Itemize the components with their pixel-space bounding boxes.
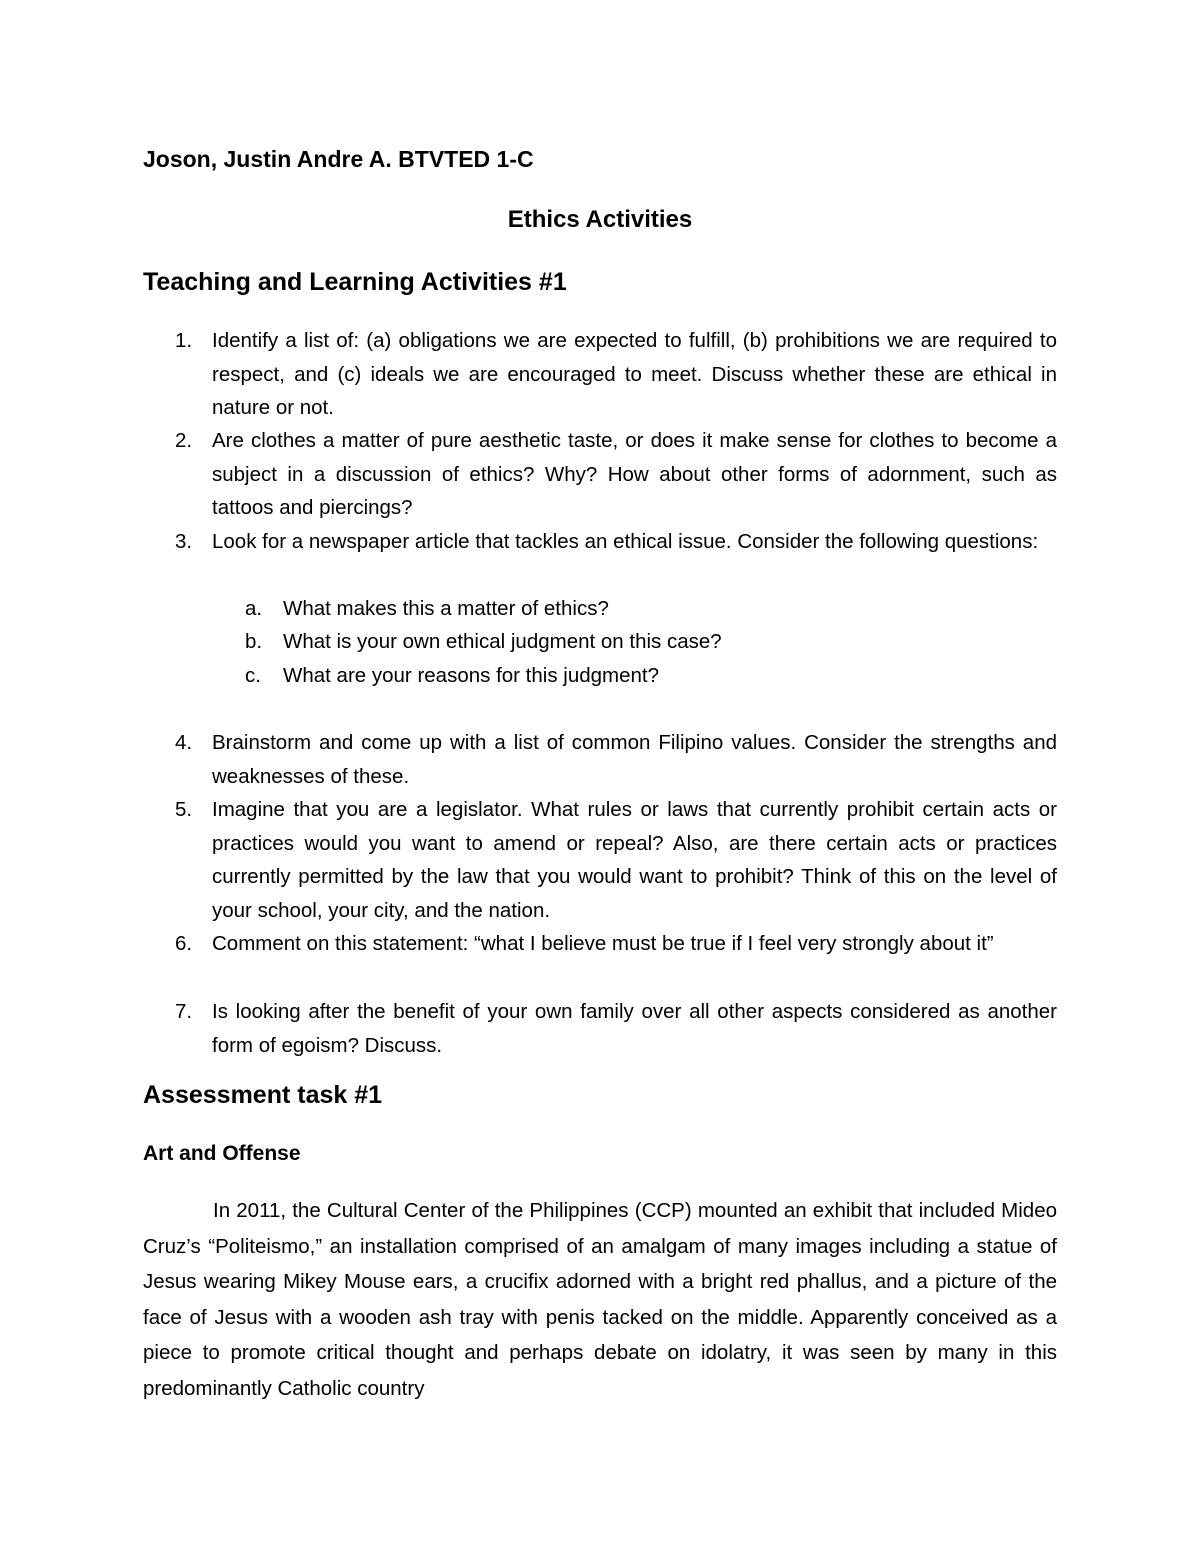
list-text: Comment on this statement: “what I believe must be true if I feel very strongly about it” <box>212 932 994 955</box>
list-text: Are clothes a matter of pure aesthetic taste, or does it make sense for clothes to become a subject in a discussion of ethics? Why? How about other forms of adornment, such as tattoos and piercings? <box>212 429 1057 520</box>
sub-list-item <box>245 592 1057 626</box>
list-item <box>175 927 1057 961</box>
list-number: 3. <box>175 530 193 553</box>
sub-list-text: What are your reasons for this judgment? <box>283 664 660 687</box>
list-text: Imagine that you are a legislator. What rules or laws that currently prohibit certain acts or practices would you want to amend or repeal? Also, are there certain acts or practices currently permitted by the law that you would want to prohibit? Think of this on the level of your school, your city, and the nation. <box>212 798 1057 922</box>
body-paragraph: In 2011, the Cultural Center of the Philippines (CCP) mounted an exhibit that included Mideo Cruz’s “Politeismo,” an installation comprised of an amalgam of many images including a statue of Jesus wearing Mikey Mouse ears, a crucifix adorned with a bright red phallus, and a picture of the face of Jesus with a wooden ash tray with penis tacked on the middle. Apparently conceived as a piece to promote critical thought and perhaps debate on idolatry, it was seen by many in this predominantly Catholic country <box>143 1199 1057 1400</box>
list-text: Brainstorm and come up with a list of common Filipino values. Consider the strengths and weaknesses of these. <box>212 731 1057 788</box>
sub-list-item <box>245 659 1057 693</box>
list-number: 1. <box>175 329 193 352</box>
list-item <box>175 525 1057 559</box>
list-item <box>175 726 1057 793</box>
list-number: 6. <box>175 932 193 955</box>
list-number: 4. <box>175 731 193 754</box>
list-text: Identify a list of: (a) obligations we are expected to fulfill, (b) prohibitions we are required to respect, and (c) ideals we are encouraged to meet. Discuss whether these are ethical in nature or not. <box>212 329 1057 420</box>
subheading-art-and-offense: Art and Offense <box>143 1142 301 1165</box>
list-text: Is looking after the benefit of your own family over all other aspects considered as another form of egoism? Discuss. <box>212 1000 1057 1057</box>
list-number: 7. <box>175 1000 193 1023</box>
list-number: 5. <box>175 798 193 821</box>
list-item <box>175 424 1057 525</box>
sub-list-text: What makes this a matter of ethics? <box>283 597 609 620</box>
document-title: Ethics Activities <box>507 206 693 233</box>
sub-list-letter: c. <box>245 664 261 687</box>
sub-list-letter: b. <box>245 630 263 653</box>
list-number: 2. <box>175 429 193 452</box>
list-item <box>175 793 1057 927</box>
list-item <box>175 995 1057 1062</box>
list-item <box>175 324 1057 425</box>
sub-list-item <box>245 625 1057 659</box>
list-text: Look for a newspaper article that tackles an ethical issue. Consider the following questions: <box>212 530 1039 553</box>
section-heading-activities: Teaching and Learning Activities #1 <box>143 268 567 296</box>
section-heading-assessment: Assessment task #1 <box>143 1081 383 1109</box>
sub-list-letter: a. <box>245 597 263 620</box>
student-name-line: Joson, Justin Andre A. BTVTED 1-C <box>143 146 534 172</box>
sub-list-text: What is your own ethical judgment on this case? <box>283 630 722 653</box>
